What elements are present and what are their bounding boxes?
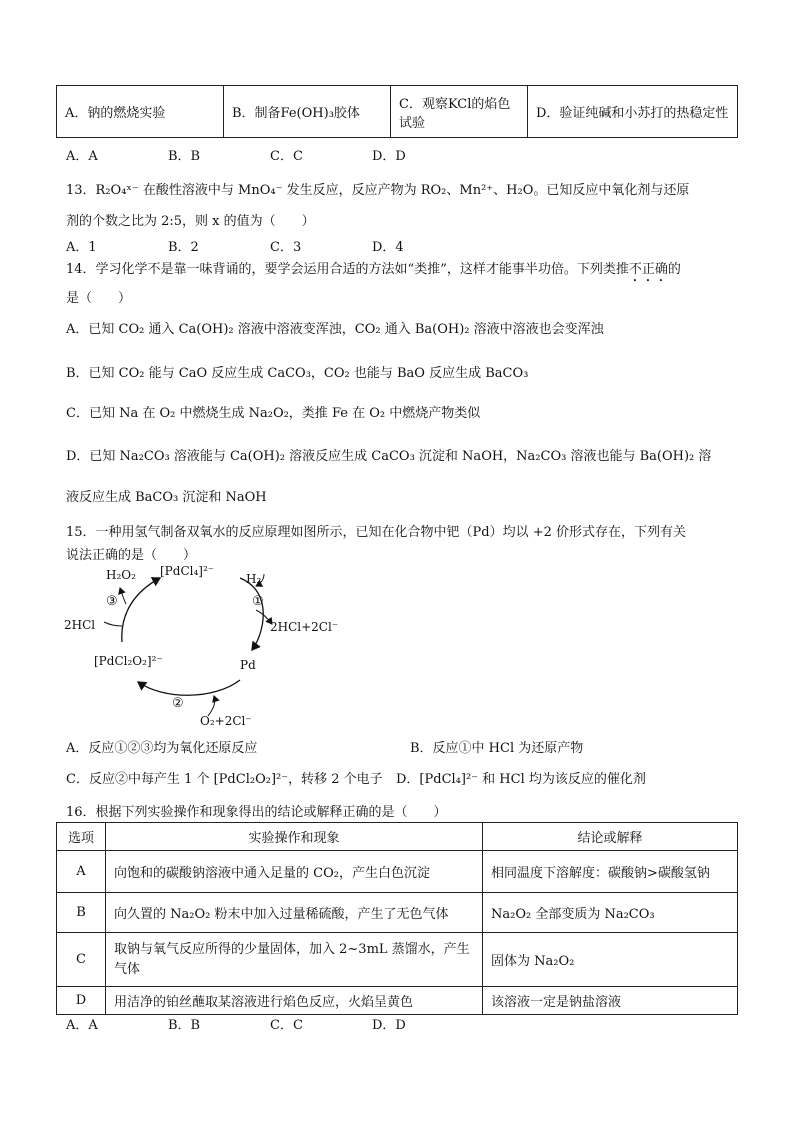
q13-option-a[interactable]: A．1 — [66, 240, 97, 255]
label-h2: H₂ — [246, 572, 262, 586]
q16-row-c-option: C — [57, 933, 106, 987]
q16-row-a-option: A — [57, 851, 106, 893]
q14-stem-line1 — [66, 258, 681, 285]
q16-option-a[interactable]: A．A — [66, 1018, 98, 1033]
q12-option-c[interactable]: C．C — [270, 149, 303, 164]
label-pdcl4: [PdCl₄]²⁻ — [160, 564, 215, 578]
q12-option-d[interactable]: D．D — [372, 149, 406, 164]
q15-stem-line1: 15．一种用氢气制备双氧水的反应原理如图所示，已知在化合物中钯（Pd）均以 +2 价形式存在，下列有关 — [66, 525, 687, 540]
q16-row-a-conclusion: 相同温度下溶解度：碳酸钠>碳酸氢钠 — [483, 851, 738, 893]
label-step2: ② — [172, 696, 184, 711]
q12-option-a[interactable]: A．A — [66, 149, 98, 164]
q16-table — [56, 822, 738, 1015]
q16-row-c-conclusion: 固体为 Na₂O₂ — [483, 933, 738, 987]
q13-stem-line2: 剂的个数之比为 2:5，则 x 的值为（ ） — [66, 214, 315, 229]
q16-option-b[interactable]: B．B — [168, 1018, 201, 1033]
q14-stem-line2: 是（ ） — [66, 291, 132, 306]
q14-emphasis: 不正确 — [628, 262, 668, 277]
q16-row-a-operation: 向饱和的碳酸钠溶液中通入足量的 CO₂，产生白色沉淀 — [106, 851, 483, 893]
q16-row-d-operation: 用洁净的铂丝蘸取某溶液进行焰色反应，火焰呈黄色 — [106, 987, 483, 1015]
q12-cell-d: D．验证纯碱和小苏打的热稳定性 — [528, 86, 738, 138]
label-h2o2: H₂O₂ — [106, 568, 136, 582]
q12-cell-b: B．制备Fe(OH)₃胶体 — [224, 86, 391, 138]
q13-options — [66, 236, 474, 255]
q15-option-a[interactable]: A．反应①②③均为氧化还原反应 — [66, 741, 258, 756]
label-step3: ③ — [106, 594, 118, 609]
q13-stem-line1: 13．R₂O₄ˣ⁻ 在酸性溶液中与 MnO₄⁻ 发生反应，反应产物为 RO₂、Mn²⁺、H₂O。已知反应中氧化剂与还原 — [66, 183, 690, 198]
q14-option-d-line2: 液反应生成 BaCO₃ 沉淀和 NaOH — [66, 490, 267, 505]
q15-option-c[interactable]: C．反应②中每产生 1 个 [PdCl₂O₂]²⁻，转移 2 个电子 — [66, 772, 383, 787]
q13-option-b[interactable]: B．2 — [168, 240, 199, 255]
q13-option-d[interactable]: D．4 — [372, 240, 404, 255]
q16-row-d-conclusion: 该溶液一定是钠盐溶液 — [483, 987, 738, 1015]
q12-cell-c: C．观察KCl的焰色试验 — [391, 86, 528, 138]
q14-stem-end: 的 — [667, 262, 681, 277]
q16-row-b-operation: 向久置的 Na₂O₂ 粉末中加入过量稀硫酸，产生了无色气体 — [106, 893, 483, 933]
q15-cycle-diagram — [64, 564, 364, 734]
q13-option-c[interactable]: C．3 — [270, 240, 302, 255]
q12-option-b[interactable]: B．B — [168, 149, 201, 164]
cycle-arrows — [64, 564, 364, 734]
q16-option-c[interactable]: C．C — [270, 1018, 303, 1033]
label-2hcl: 2HCl — [64, 618, 96, 632]
q16-options — [66, 1014, 474, 1033]
label-step1: ① — [252, 594, 264, 609]
q15-option-b[interactable]: B．反应①中 HCl 为还原产物 — [410, 741, 584, 756]
q14-stem-text: 14．学习化学不是靠一味背诵的，要学会运用合适的方法如“类推”，这样才能事半功倍。下列类推 — [66, 262, 629, 277]
q16-stem: 16．根据下列实验操作和现象得出的结论或解释正确的是（ ） — [66, 805, 447, 820]
q16-row-d-option: D — [57, 987, 106, 1015]
q14-option-c[interactable]: C．已知 Na 在 O₂ 中燃烧生成 Na₂O₂，类推 Fe 在 O₂ 中燃烧产物类似 — [66, 406, 481, 421]
q16-row-c-operation: 取钠与氧气反应所得的少量固体，加入 2~3mL 蒸馏水，产生气体 — [106, 933, 483, 987]
q15-stem-line2: 说法正确的是（ ） — [66, 548, 197, 563]
label-pd: Pd — [240, 658, 256, 672]
q12-options — [66, 145, 474, 164]
q16-option-d[interactable]: D．D — [372, 1018, 406, 1033]
q14-option-a[interactable]: A．已知 CO₂ 通入 Ca(OH)₂ 溶液中溶液变浑浊，CO₂ 通入 Ba(OH)₂ 溶液中溶液也会变浑浊 — [66, 322, 604, 337]
q16-row-b-option: B — [57, 893, 106, 933]
label-2hcl-2cl: 2HCl+2Cl⁻ — [270, 620, 339, 634]
q16-header-conclusion: 结论或解释 — [483, 823, 738, 851]
q12-cell-a: A．钠的燃烧实验 — [57, 86, 224, 138]
label-pdcl2o2: [PdCl₂O₂]²⁻ — [94, 654, 163, 668]
q16-row-b-conclusion: Na₂O₂ 全部变质为 Na₂CO₃ — [483, 893, 738, 933]
q15-option-d[interactable]: D．[PdCl₄]²⁻ 和 HCl 均为该反应的催化剂 — [396, 772, 646, 787]
q12-table — [56, 85, 738, 138]
q16-header-operation: 实验操作和现象 — [106, 823, 483, 851]
q14-option-d-line1[interactable]: D．已知 Na₂CO₃ 溶液能与 Ca(OH)₂ 溶液反应生成 CaCO₃ 沉淀和 NaOH，Na₂CO₃ 溶液也能与 Ba(OH)₂ 溶 — [66, 449, 712, 464]
q14-option-b[interactable]: B．已知 CO₂ 能与 CaO 反应生成 CaCO₃，CO₂ 也能与 BaO 反应生成 BaCO₃ — [66, 366, 529, 381]
q16-header-option: 选项 — [57, 823, 106, 851]
label-o2-2cl: O₂+2Cl⁻ — [200, 714, 252, 728]
